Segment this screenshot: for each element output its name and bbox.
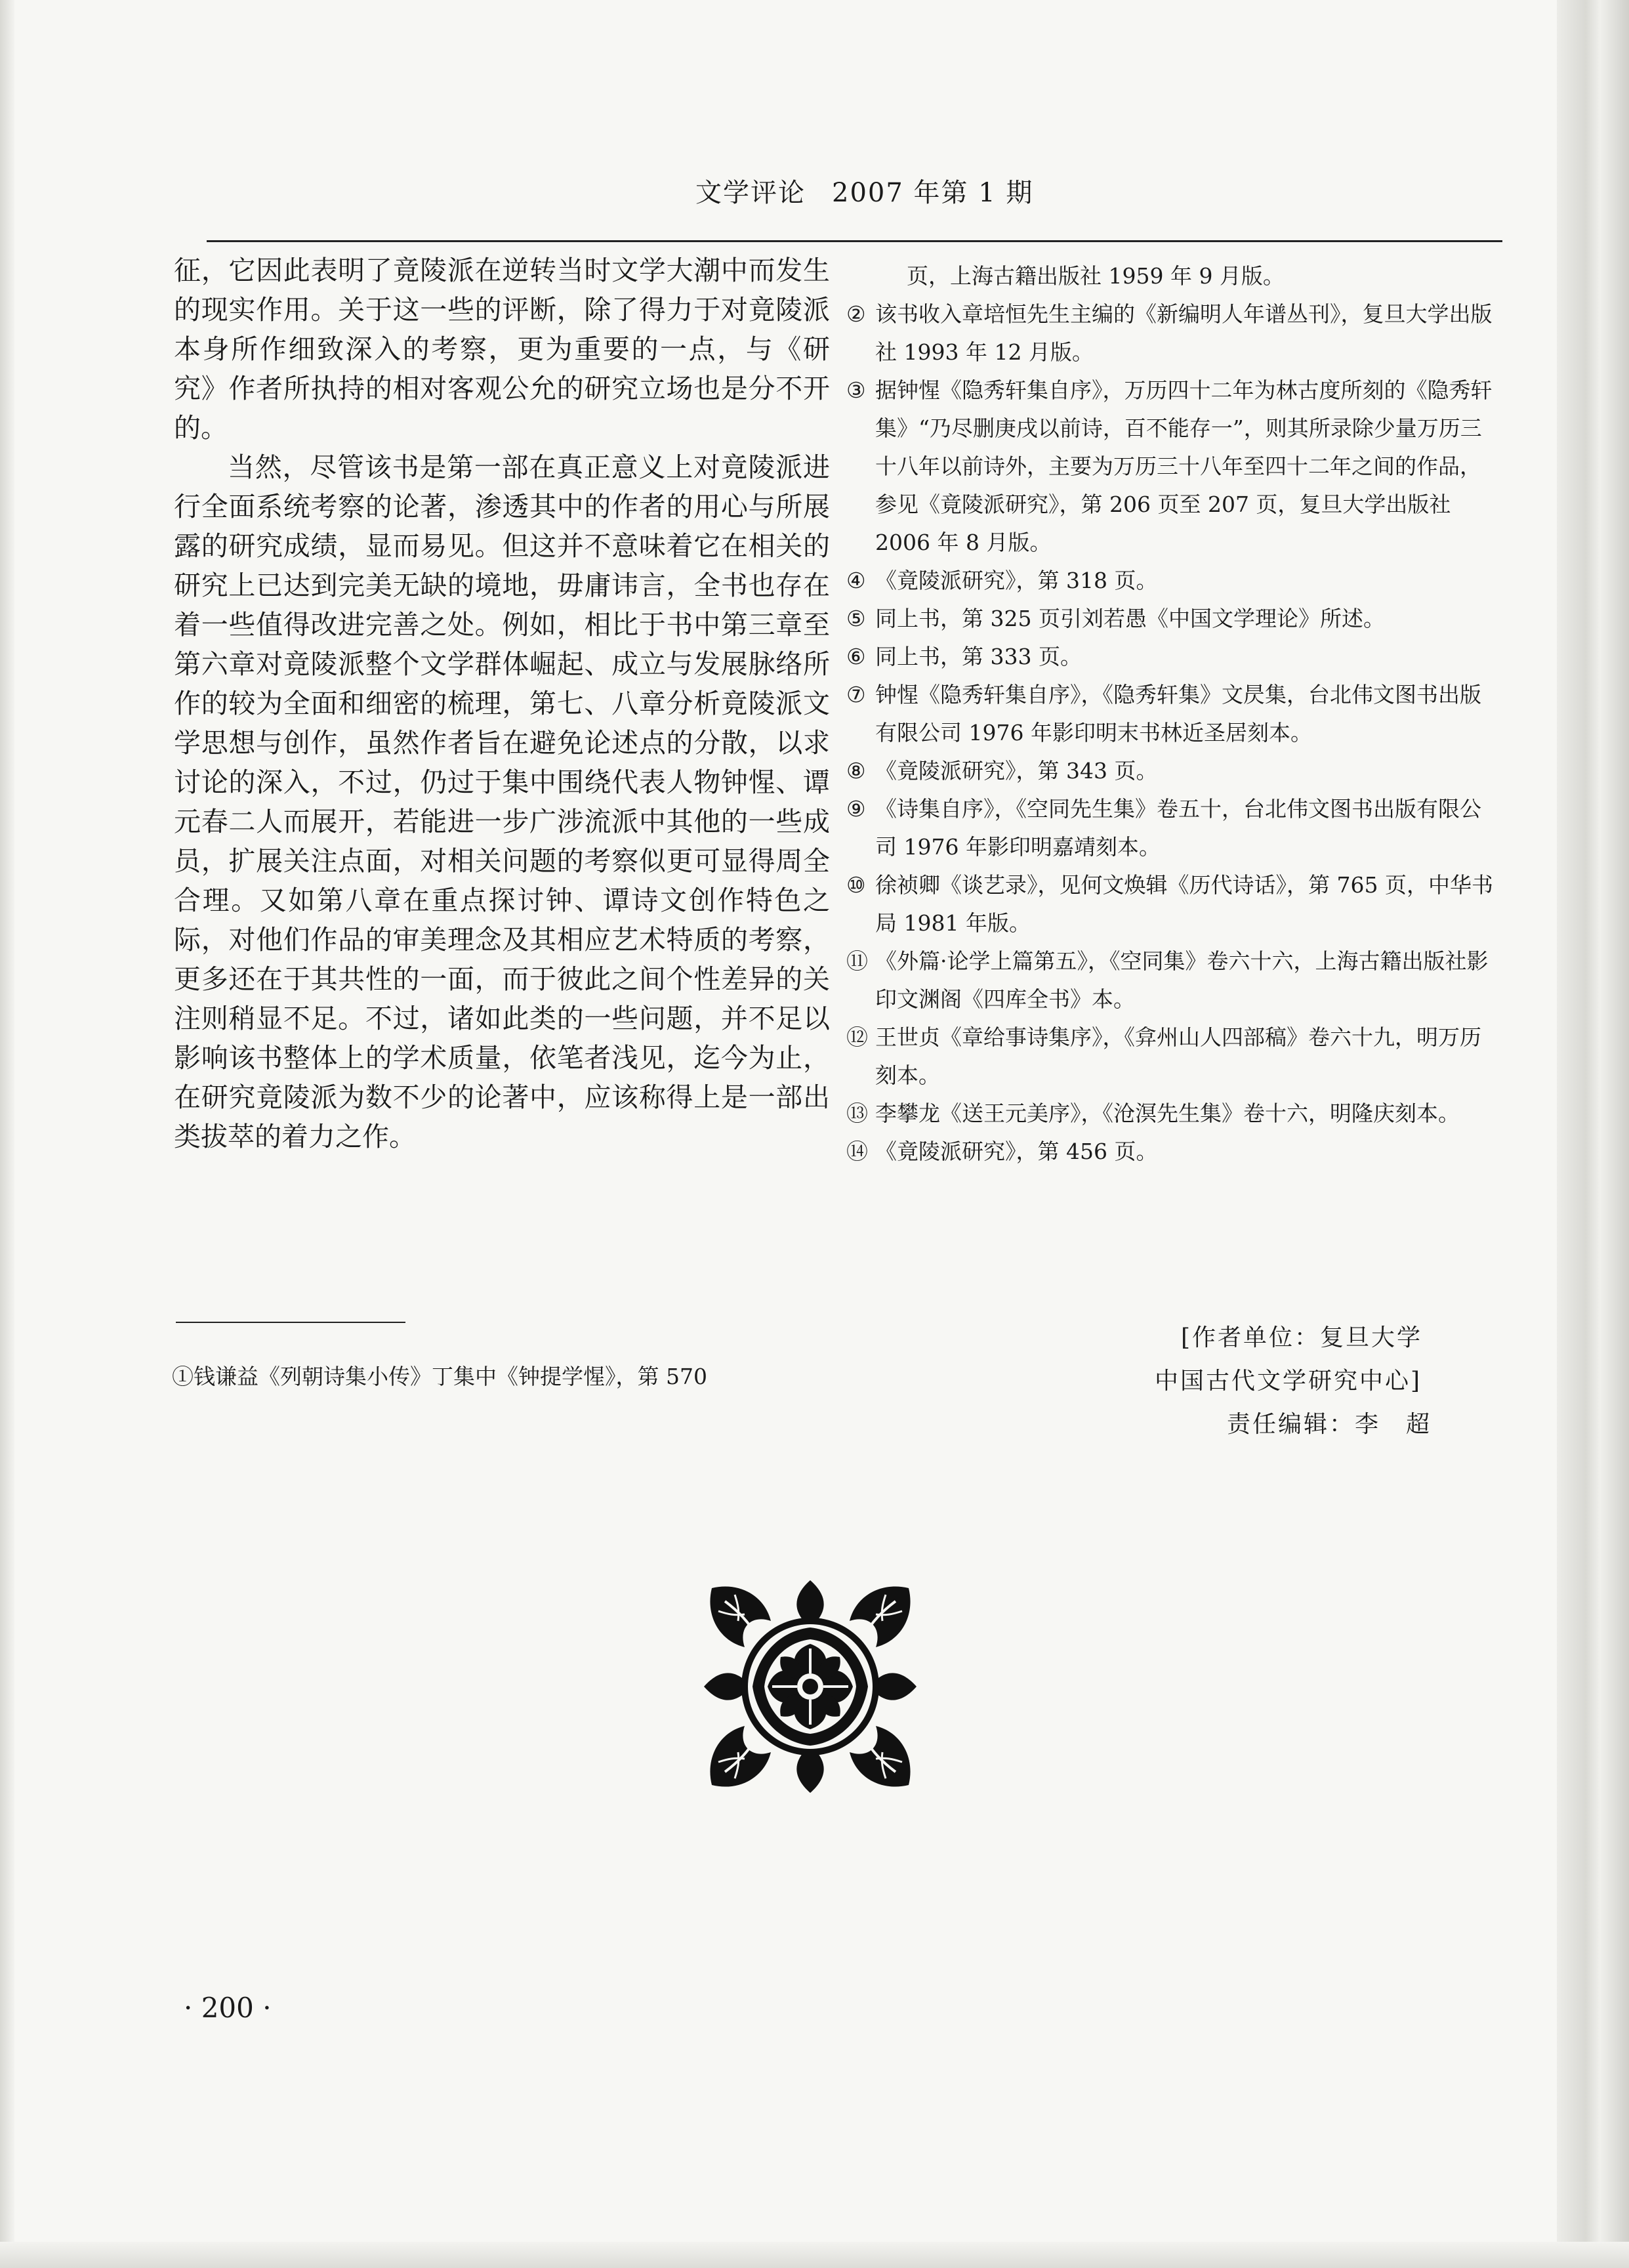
footnote-text: 《诗集自序》，《空同先生集》卷五十，台北伟文图书出版有限公司 1976 年影印明嘉靖刻本。 bbox=[875, 796, 1481, 860]
page-number: · 200 · bbox=[184, 1992, 272, 2024]
footnote-number: ⑧ bbox=[846, 758, 866, 784]
journal-title: 文学评论 bbox=[695, 178, 806, 208]
footnote-item bbox=[846, 371, 1496, 562]
footnote-item bbox=[846, 1018, 1496, 1095]
footnote-rule bbox=[176, 1322, 405, 1323]
footnote-number: ⑥ bbox=[846, 644, 866, 669]
body-paragraph: 征，它因此表明了竟陵派在逆转当时文学大潮中而发生的现实作用。关于这一些的评断，除了得力于对竟陵派本身所作细致深入的考察，更为重要的一点，与《研究》作者所执持的相对客观公允的研究立场也是分不开的。 bbox=[174, 255, 830, 444]
footnote-item bbox=[846, 676, 1496, 752]
running-header bbox=[695, 172, 1033, 209]
footnote-item bbox=[846, 562, 1496, 600]
footnote-text: 《竟陵派研究》，第 343 页。 bbox=[875, 758, 1158, 784]
footnote-text: 《竟陵派研究》，第 318 页。 bbox=[875, 568, 1158, 593]
footnote-number: ⑦ bbox=[846, 682, 866, 707]
footnote-number: ⑩ bbox=[846, 872, 866, 898]
affiliation-line-1: [作者单位：复旦大学 bbox=[1181, 1324, 1423, 1351]
footnote-item bbox=[846, 942, 1496, 1018]
header-rule bbox=[207, 240, 1502, 242]
footnote-text: 据钟惺《隐秀轩集自序》，万历四十二年为林古度所刻的《隐秀轩集》“乃尽删庚戌以前诗，百不能存一”，则其所录除少量万历三十八年以前诗外，主要为万历三十八年至四十二年之间的作品，参见《竟陵派研究》，第 206 页至 207 页，复旦大学出版社 2006 年 8 月版。 bbox=[875, 377, 1493, 555]
footnote-text: 钟惺《隐秀轩集自序》，《隐秀轩集》文昃集，台北伟文图书出版有限公司 1976 年影印明末书林近圣居刻本。 bbox=[875, 682, 1481, 746]
footnote-number: ⑬ bbox=[846, 1101, 868, 1126]
footnote-text: 王世贞《章给事诗集序》，《弇州山人四部稿》卷六十九，明万历刻本。 bbox=[875, 1024, 1481, 1088]
responsible-editor: 责任编辑：李 超 bbox=[1227, 1411, 1432, 1438]
body-text-column bbox=[174, 251, 830, 1156]
footnote-text: 《外篇·论学上篇第五》，《空同集》卷六十六，上海古籍出版社影印文渊阁《四库全书》本。 bbox=[875, 948, 1489, 1012]
footnote-text: 同上书，第 325 页引刘若愚《中国文学理论》所述。 bbox=[875, 606, 1385, 631]
footnote-text: 该书收入章培恒先生主编的《新编明人年谱丛刊》，复旦大学出版社 1993 年 12 月版。 bbox=[875, 301, 1493, 365]
footnote-number: ⑪ bbox=[846, 948, 868, 974]
footnote-text: 同上书，第 333 页。 bbox=[875, 644, 1082, 669]
footnote-text: 徐祯卿《谈艺录》，见何文焕辑《历代诗话》，第 765 页，中华书局 1981 年版。 bbox=[875, 872, 1493, 936]
scan-left-edge bbox=[0, 0, 14, 2268]
footnote-text: 李攀龙《送王元美序》，《沧溟先生集》卷十六，明隆庆刻本。 bbox=[875, 1101, 1460, 1126]
footnote-item bbox=[846, 866, 1496, 942]
footnote-number: ③ bbox=[846, 377, 866, 403]
footnote-item bbox=[846, 600, 1496, 638]
footnote-number: ④ bbox=[846, 568, 866, 593]
footnote-item bbox=[846, 1133, 1496, 1171]
footnote-text: 《竟陵派研究》，第 456 页。 bbox=[875, 1139, 1158, 1164]
footnote-number: ② bbox=[846, 301, 866, 327]
footnote-item bbox=[846, 638, 1496, 676]
footnote-number: ⑫ bbox=[846, 1024, 868, 1050]
footnote-number: ⑭ bbox=[846, 1139, 868, 1164]
footnote-item bbox=[846, 790, 1496, 866]
author-affiliation bbox=[1155, 1316, 1470, 1446]
footnote-item bbox=[846, 1095, 1496, 1133]
scan-page-edge bbox=[1557, 0, 1629, 2268]
footnote-item bbox=[846, 295, 1496, 371]
affiliation-line-2: 中国古代文学研究中心] bbox=[1155, 1368, 1422, 1395]
scan-bottom-edge bbox=[0, 2242, 1629, 2268]
footnote-number: ⑤ bbox=[846, 606, 866, 631]
footnote-1: ①钱谦益《列朝诗集小传》丁集中《钟提学惺》，第 570 bbox=[172, 1364, 707, 1389]
body-paragraph: 当然，尽管该书是第一部在真正意义上对竟陵派进行全面系统考察的论著，渗透其中的作者的用心与所展露的研究成绩，显而易见。但这并不意味着它在相关的研究上已达到完美无缺的境地，毋庸讳言，全书也存在着一些值得改进完善之处。例如，相比于书中第三章至第六章对竟陵派整个文学群体崛起、成立与发展脉络所作的较为全面和细密的梳理，第七、八章分析竟陵派文学思想与创作，虽然作者旨在避免论述点的分散，以求讨论的深入，不过，仍过于集中围绕代表人物钟惺、谭元春二人而展开，若能进一步广涉流派中其他的一些成员，扩展关注点面，对相关问题的考察似更可显得周全合理。又如第八章在重点探讨钟、谭诗文创作特色之际，对他们作品的审美理念及其相应艺术特质的考察，更多还在于其共性的一面，而于彼此之间个性差异的关注则稍显不足。不过，诸如此类的一些问题，并不足以影响该书整体上的学术质量，依笔者浅见，迄今为止，在研究竟陵派为数不少的论著中，应该称得上是一部出类拔萃的着力之作。 bbox=[174, 452, 830, 1152]
issue-label: 2007 年第 1 期 bbox=[832, 178, 1034, 208]
footnote-number: ⑨ bbox=[846, 796, 866, 822]
footnote-1-continuation: 页，上海古籍出版社 1959 年 9 月版。 bbox=[907, 263, 1285, 289]
floral-ornament-icon bbox=[699, 1575, 922, 1798]
footnote-item bbox=[846, 752, 1496, 790]
footnote-column bbox=[846, 257, 1496, 1171]
